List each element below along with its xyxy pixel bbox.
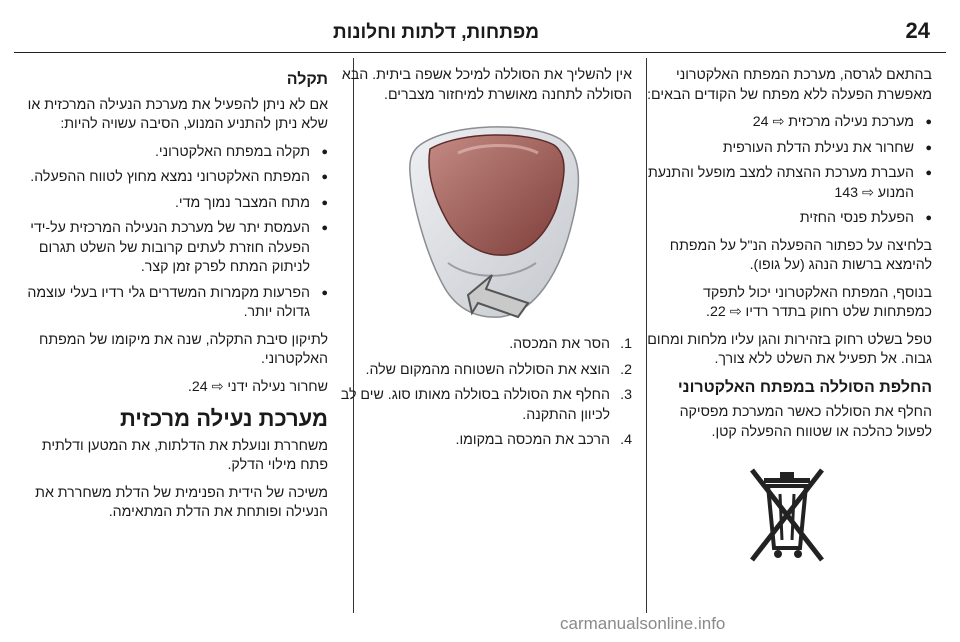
step-text: הסר את המכסה.: [509, 336, 610, 352]
right-column: [642, 66, 932, 570]
list-item: ● העברת מערכת ההצתה למצב מופעל והתנעת המנוע ⇨ 143: [642, 164, 932, 203]
paragraph: בנוסף, המפתח האלקטרוני יכול לתפקד כמפתחות שלט רחוק בתדר רדיו ⇨ 22.: [702, 284, 932, 320]
middle-column: [337, 66, 632, 457]
step-number: 1.: [620, 336, 632, 352]
paragraph: אין להשליך את הסוללה למיכל אשפה ביתית. הבא הסוללה לתחנה מאושרת למיחזור מצברים.: [341, 67, 632, 103]
paragraph: טפל בשלט רחוק בזהירות והגן עליו מלחות ומחום גבוה. אל תפעיל את השלט ללא צורך.: [647, 331, 932, 367]
list-item: ● המפתח האלקטרוני נמצא מחוץ לטווח ההפעלה.: [18, 168, 328, 188]
left-column: [18, 66, 328, 531]
crossed-bin-icon: [742, 460, 832, 570]
list-item: ● מתח המצבר נמוך מדי.: [18, 194, 328, 214]
page-number: 24: [905, 18, 930, 43]
paragraph: משיכה של הידית הפנימית של הדלת משחררת את הנעילה ופותחת את הדלת המתאימה.: [35, 484, 328, 520]
list-item: ● שחרור את נעילת הדלת העורפית: [642, 139, 932, 159]
major-heading: מערכת נעילה מרכזית: [119, 406, 328, 431]
running-title: מפתחות, דלתות וחלונות: [332, 22, 540, 43]
key-fob-illustration: [360, 113, 610, 323]
step-number: 2.: [620, 361, 632, 378]
list-item: [337, 361, 632, 381]
paragraph: שחרור נעילה ידני ⇨ 24.: [187, 378, 328, 395]
steps-list: [337, 335, 632, 451]
cause-list: [18, 143, 328, 323]
watermark: carmanualsonline.info: [560, 614, 726, 633]
paragraph: משחררת ונועלת את הדלתות, את המטען ודלתית פתח מילוי הדלק.: [41, 437, 328, 473]
list-item: ● הפרעות מקמרות המשדרים גלי רדיו בעלי עוצמה גדולה יותר.: [18, 284, 328, 323]
paragraph: בהתאם לגרסה, מערכת המפתח האלקטרוני מאפשרת הפעלה ללא מפתח של הקודים הבאים:: [647, 67, 932, 103]
list-item: ● מערכת נעילה מרכזית ⇨ 24: [642, 113, 932, 133]
list-item: [337, 335, 632, 355]
step-text: החלף את הסוללה בסוללה מאותו סוג. שים לב לכיוון ההתקנה.: [340, 387, 610, 423]
paragraph: לתיקון סיבת התקלה, שנה את מיקומו של המפתח האלקטרוני.: [39, 331, 328, 367]
paragraph: החלף את הסוללה כאשר המערכת מפסיקה לפעול כהלכה או שטווח ההפעלה קטן.: [679, 404, 932, 440]
list-item: ● העמסת יתר של מערכת הנעילה המרכזית על-ידי הפעלה חוזרת לעתים קרובות של השלט תגרום לניתוק המתח לפרק זמן קצר.: [18, 219, 328, 278]
header-rule: [14, 52, 946, 53]
step-number: 3.: [620, 387, 632, 403]
step-text: הרכב את המכסה במקומו.: [455, 432, 610, 448]
list-item: ● תקלה במפתח האלקטרוני.: [18, 143, 328, 163]
list-item: [337, 431, 632, 451]
section-heading: החלפת הסוללה במפתח האלקטרוני: [677, 378, 932, 396]
feature-list: [642, 113, 932, 229]
step-number: 4.: [620, 432, 632, 448]
list-item: [337, 386, 632, 425]
paragraph: אם לא ניתן להפעיל את מערכת הנעילה המרכזית או שלא ניתן להתניע המנוע, הסיבה עשויה להיות:: [27, 96, 328, 132]
step-text: הוצא את הסוללה השטוחה מהמקום שלה.: [365, 361, 610, 378]
page-header: [0, 0, 960, 60]
paragraph: בלחיצה על כפתור ההפעלה הנ"ל על המפתח להימצא ברשות הנהג (על גופו).: [669, 237, 932, 273]
section-heading: תקלה: [286, 71, 328, 88]
list-item: ● הפעלת פנסי החזית: [642, 209, 932, 229]
